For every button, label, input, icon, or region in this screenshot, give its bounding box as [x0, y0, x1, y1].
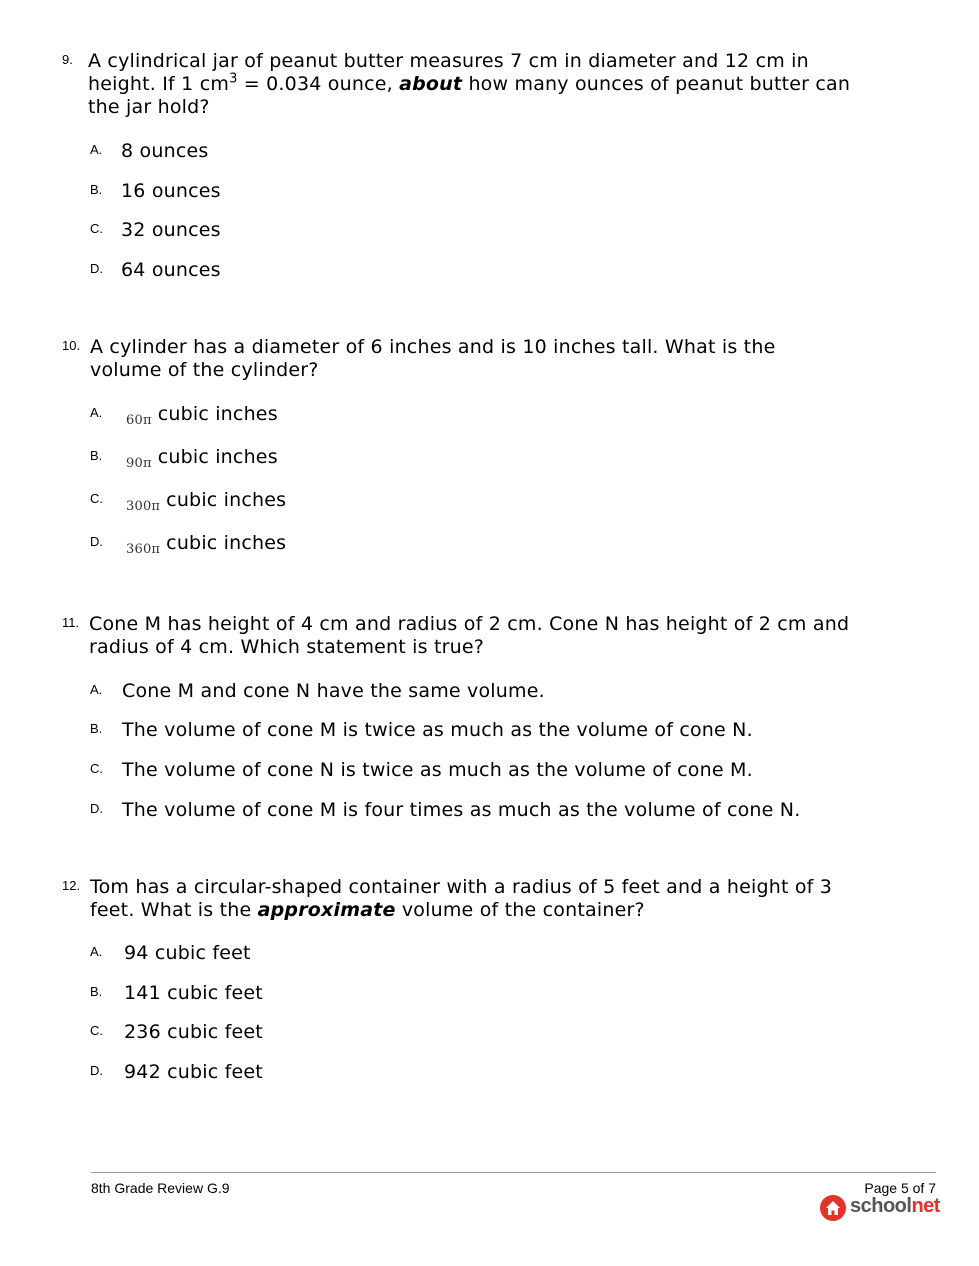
question-number: 12.	[62, 878, 81, 893]
logo-text-school: school	[850, 1195, 912, 1217]
question-number: 10.	[62, 338, 81, 353]
question-9	[62, 50, 852, 281]
question-12	[62, 876, 852, 1083]
option-letter: D.	[90, 534, 103, 549]
math-expression: 90π	[126, 456, 152, 471]
option-text: 942 cubic feet	[124, 1061, 263, 1083]
option-text: 94 cubic feet	[124, 942, 251, 964]
option-letter: B.	[90, 721, 103, 736]
option-letter: A.	[90, 142, 103, 157]
option-letter: C.	[90, 1023, 103, 1038]
house-icon	[820, 1195, 846, 1221]
option-text: The volume of cone N is twice as much as the volume of cone M.	[122, 759, 753, 781]
question-11	[62, 613, 852, 821]
question-stem: A cylinder has a diameter of 6 inches and is 10 inches tall. What is the volume of the cylinder?	[90, 336, 776, 381]
option-letter: D.	[90, 1063, 103, 1078]
math-expression: 360π	[126, 542, 161, 557]
option-letter: D.	[90, 261, 103, 276]
page-number: Page 5 of 7	[864, 1180, 936, 1196]
option-text: Cone M and cone N have the same volume.	[122, 680, 545, 702]
option-letter: A.	[90, 944, 103, 959]
option-letter: C.	[90, 761, 103, 776]
option-text: 16 ounces	[121, 180, 221, 202]
option-text: 8 ounces	[121, 140, 209, 162]
option-letter: B.	[90, 182, 103, 197]
option-text: 32 ounces	[121, 219, 221, 241]
question-number: 9.	[62, 52, 73, 67]
math-expression: 300π	[126, 499, 161, 514]
option-text: The volume of cone M is four times as much as the volume of cone N.	[122, 799, 801, 821]
option-text: 236 cubic feet	[124, 1021, 263, 1043]
option-letter: B.	[90, 448, 103, 463]
footer-title: 8th Grade Review G.9	[91, 1180, 230, 1196]
option-text: cubic inches	[157, 403, 278, 425]
option-text: cubic inches	[166, 489, 287, 511]
footer-divider	[91, 1172, 936, 1173]
option-letter: C.	[90, 491, 103, 506]
option-text: 141 cubic feet	[124, 982, 263, 1004]
option-letter: B.	[90, 984, 103, 999]
question-stem: Cone M has height of 4 cm and radius of 2 cm. Cone N has height of 2 cm and radius of 4 cm. Which statement is true?	[89, 613, 850, 658]
logo-text-net: net	[911, 1195, 940, 1217]
option-text: The volume of cone M is twice as much as the volume of cone N.	[122, 719, 753, 741]
option-text: cubic inches	[157, 446, 278, 468]
question-number: 11.	[62, 615, 80, 630]
math-expression: 60π	[126, 413, 152, 428]
option-letter: D.	[90, 801, 103, 816]
question-stem: Tom has a circular-shaped container with a radius of 5 feet and a height of 3 feet. What is the approximate volume of the container?	[90, 876, 833, 921]
question-stem: A cylindrical jar of peanut butter measures 7 cm in diameter and 12 cm in height. If 1 $cm^3 = 0.034$ ounce, about how many ounces of peanut butter can the jar hold?	[88, 50, 851, 118]
option-text: 64 ounces	[121, 259, 221, 281]
option-text: cubic inches	[166, 532, 287, 554]
option-letter: A.	[90, 405, 103, 420]
option-letter: A.	[90, 682, 103, 697]
option-letter: C.	[90, 221, 103, 236]
